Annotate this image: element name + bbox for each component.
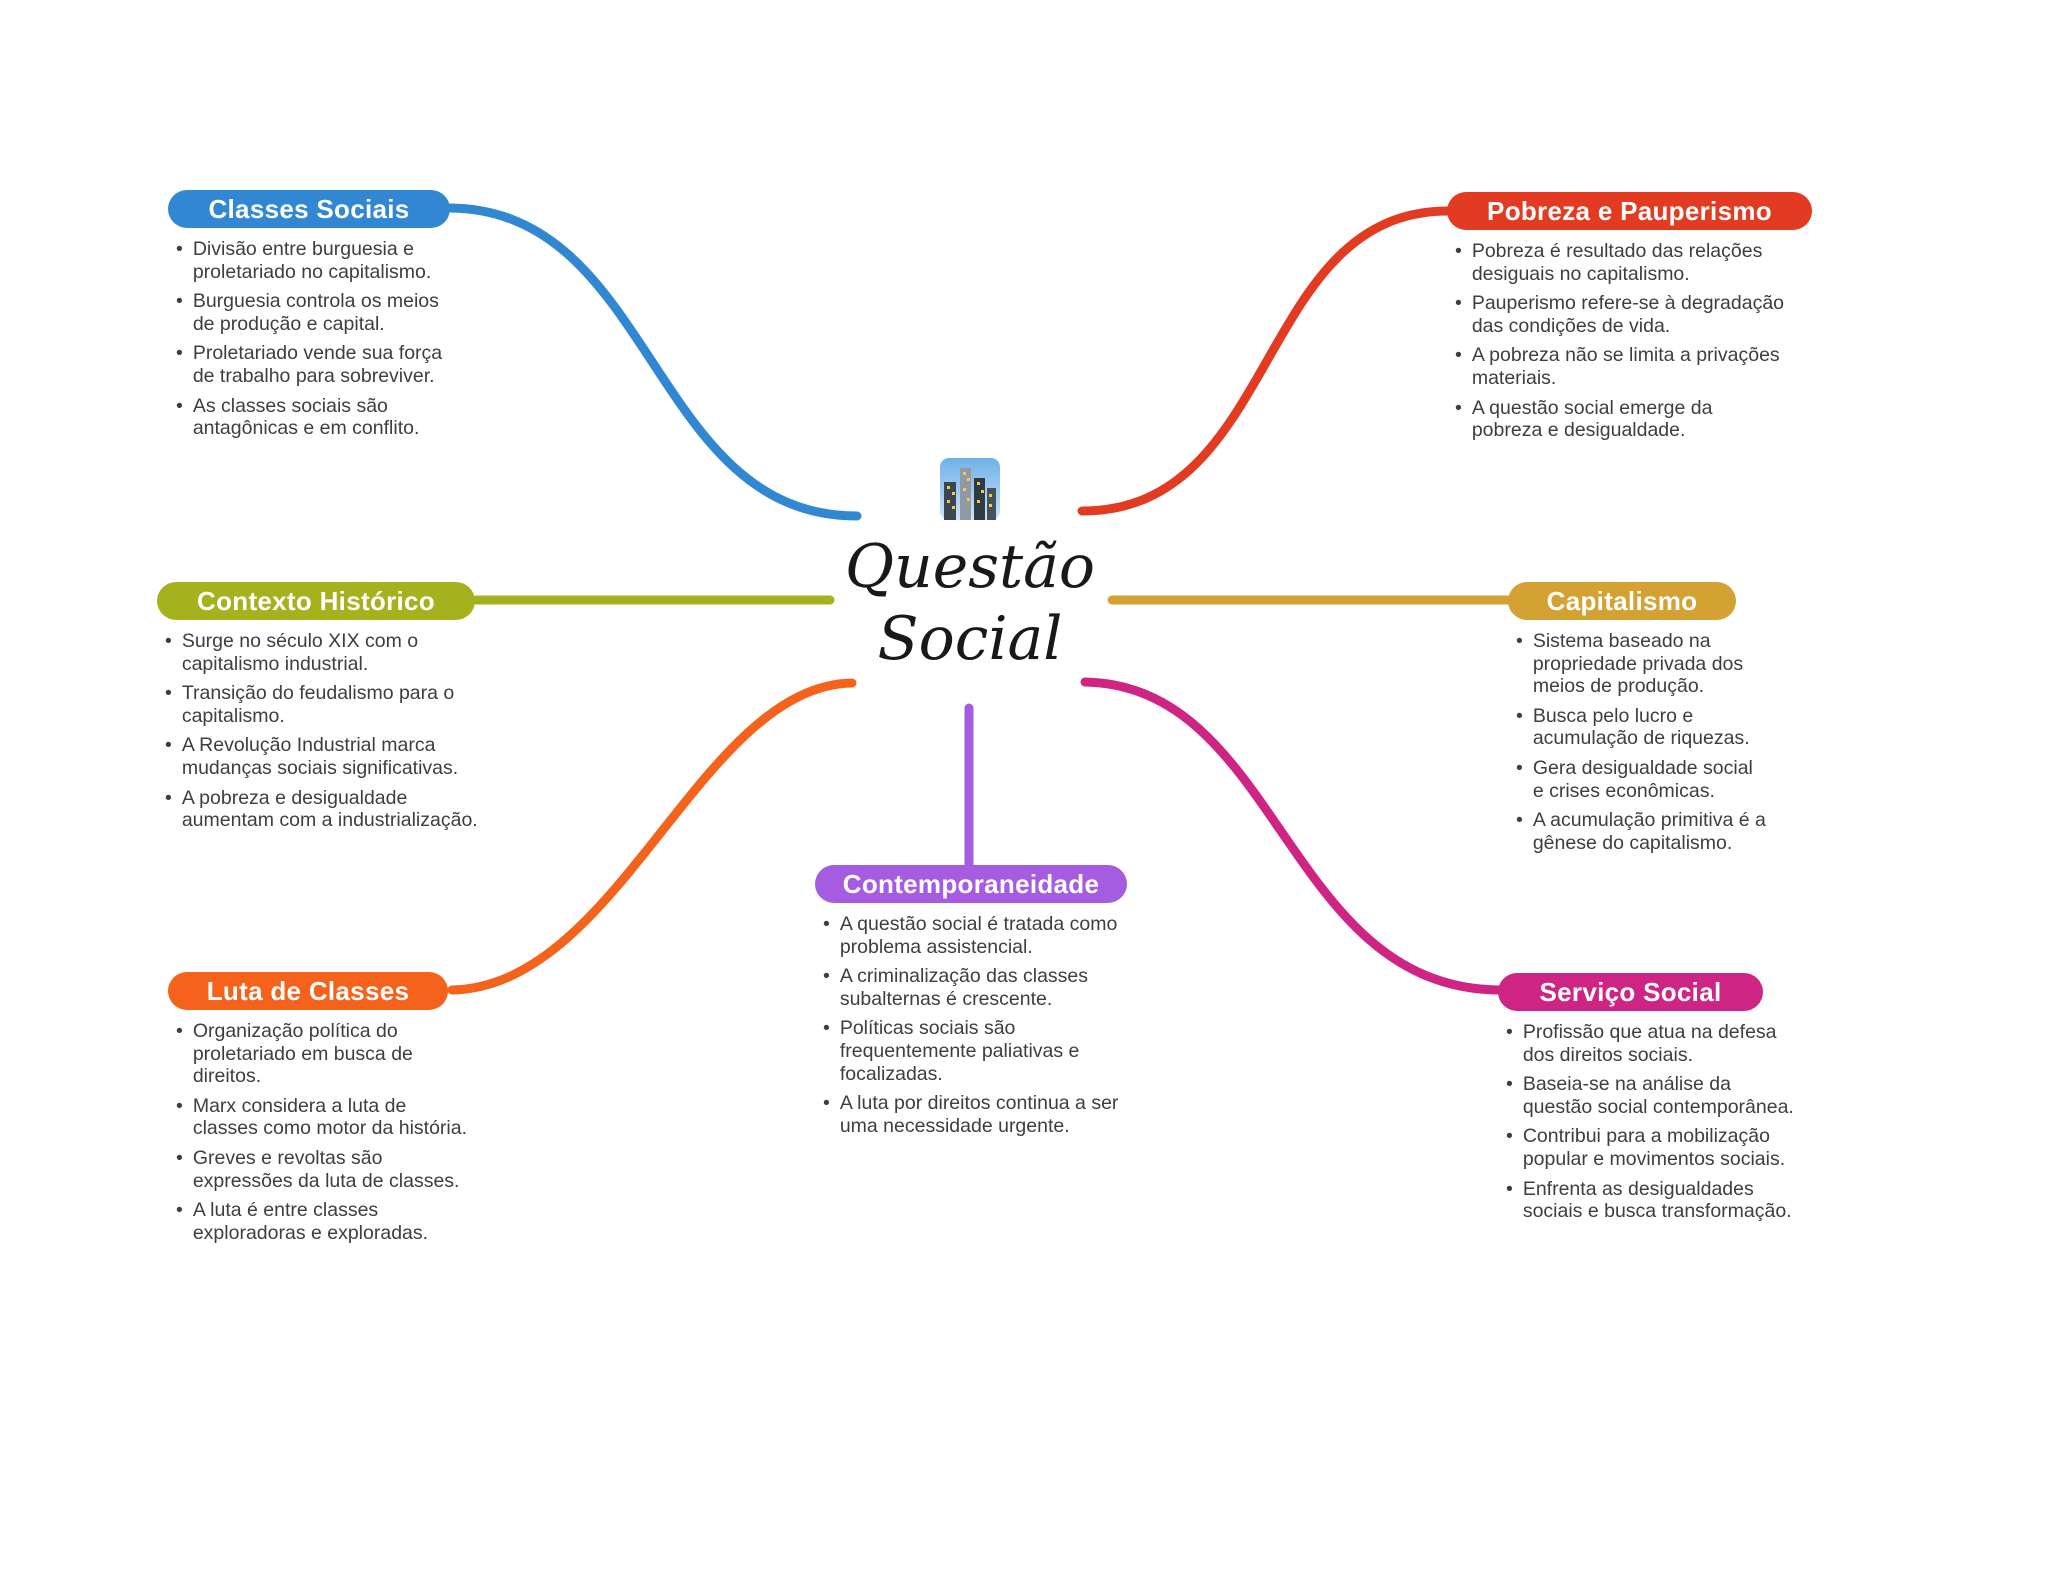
center-title-line1: Questão: [844, 532, 1096, 602]
bullet-dot: •: [176, 238, 183, 260]
center-node[interactable]: [824, 458, 1116, 675]
bullet-item: [823, 1092, 1138, 1137]
branch-pill-capitalismo[interactable]: Capitalismo: [1508, 582, 1736, 620]
bullet-item: [176, 1147, 471, 1192]
branch-bullets: [823, 913, 1138, 1137]
connector-servico-social: [1085, 682, 1499, 990]
bullet-text: Gera desigualdade social e crises econômicas.: [1532, 757, 1753, 802]
connector-pobreza-e-pauperismo: [1082, 211, 1448, 511]
bullet-item: [1506, 1073, 1796, 1118]
bullet-dot: •: [1455, 344, 1462, 367]
bullet-item: [823, 913, 1138, 958]
bullet-text: A luta é entre classes exploradoras e exploradas.: [192, 1199, 429, 1244]
bullet-text: A pobreza e desigualdade aumentam com a industrialização.: [181, 786, 478, 832]
bullet-item: [165, 787, 495, 832]
bullet-item: [1516, 757, 1766, 802]
bullet-item: [176, 1199, 471, 1244]
bullet-dot: •: [1506, 1021, 1513, 1043]
bullet-item: [165, 630, 495, 675]
bullet-text: Proletariado vende sua força de trabalho para sobreviver.: [192, 342, 443, 388]
bullet-item: [1455, 344, 1785, 389]
bullet-item: [1506, 1021, 1796, 1066]
branch-contemporaneidade: [815, 865, 1138, 1144]
bullet-text: Pauperismo refere-se à degradação das condições de vida.: [1471, 292, 1785, 337]
bullet-text: A acumulação primitiva é a gênese do capitalismo.: [1532, 809, 1766, 854]
bullet-dot: •: [1506, 1177, 1513, 1200]
bullet-text: Transição do feudalismo para o capitalismo.: [181, 682, 455, 727]
bullet-text: A pobreza não se limita a privações materiais.: [1471, 344, 1780, 390]
center-title: [824, 531, 1116, 675]
bullet-item: [165, 682, 495, 727]
bullet-text: Sistema baseado na propriedade privada dos meios de produção.: [1532, 630, 1744, 698]
bullet-dot: •: [165, 786, 172, 809]
bullet-dot: •: [1516, 630, 1523, 652]
branch-classes-sociais: [168, 190, 456, 447]
bullet-dot: •: [1506, 1125, 1513, 1148]
bullet-dot: •: [176, 1199, 183, 1222]
bullet-text: Burguesia controla os meios de produção e capital.: [192, 290, 439, 335]
branch-servico-social: [1498, 973, 1796, 1230]
bullet-item: [176, 1095, 471, 1140]
bullet-item: [823, 965, 1138, 1010]
connector-classes-sociais: [450, 208, 857, 516]
bullet-text: As classes sociais são antagônicas e em conflito.: [192, 394, 420, 440]
bullet-text: Profissão que atua na defesa dos direitos sociais.: [1522, 1021, 1777, 1066]
bullet-dot: •: [823, 1092, 830, 1115]
bullet-dot: •: [1516, 757, 1523, 780]
bullet-dot: •: [823, 1017, 830, 1040]
bullet-dot: •: [176, 342, 183, 365]
bullet-item: [1455, 397, 1785, 442]
branch-pobreza-e-pauperismo: [1447, 192, 1812, 449]
bullet-item: [1516, 705, 1766, 750]
bullet-dot: •: [1516, 704, 1523, 727]
branch-bullets: [165, 630, 495, 832]
bullet-dot: •: [823, 913, 830, 935]
bullet-item: [1506, 1178, 1796, 1223]
bullet-item: [176, 1020, 471, 1088]
bullet-item: [176, 395, 456, 440]
cityscape-icon: [940, 458, 1000, 520]
branch-contexto-historico: [157, 582, 495, 839]
branch-pill-luta-de-classes[interactable]: Luta de Classes: [168, 972, 448, 1010]
bullet-dot: •: [176, 1147, 183, 1170]
branch-pill-classes-sociais[interactable]: Classes Sociais: [168, 190, 450, 228]
bullet-dot: •: [176, 1020, 183, 1042]
bullet-text: Marx considera a luta de classes como motor da história.: [192, 1094, 468, 1140]
bullet-dot: •: [823, 965, 830, 988]
bullet-item: [165, 734, 495, 779]
bullet-text: Contribui para a mobilização popular e movimentos sociais.: [1522, 1125, 1786, 1171]
bullet-text: Divisão entre burguesia e proletariado no capitalismo.: [192, 238, 432, 283]
bullet-text: A luta por direitos continua a ser uma necessidade urgente.: [839, 1092, 1119, 1137]
bullet-text: A Revolução Industrial marca mudanças sociais significativas.: [181, 734, 459, 780]
bullet-text: Políticas sociais são frequentemente paliativas e focalizadas.: [839, 1017, 1080, 1085]
bullet-text: Baseia-se na análise da questão social contemporânea.: [1522, 1073, 1794, 1118]
bullet-dot: •: [165, 734, 172, 757]
branch-luta-de-classes: [168, 972, 471, 1251]
branch-pill-contemporaneidade[interactable]: Contemporaneidade: [815, 865, 1127, 903]
bullet-dot: •: [1455, 240, 1462, 262]
bullet-dot: •: [165, 630, 172, 652]
bullet-item: [1455, 240, 1785, 285]
branch-bullets: [176, 238, 456, 440]
bullet-dot: •: [1506, 1073, 1513, 1096]
connector-luta-de-classes: [452, 683, 852, 990]
branch-capitalismo: [1508, 582, 1766, 861]
bullet-text: Pobreza é resultado das relações desiguais no capitalismo.: [1471, 240, 1763, 285]
branch-bullets: [1516, 630, 1766, 854]
bullet-item: [1516, 630, 1766, 698]
bullet-text: A questão social é tratada como problema assistencial.: [839, 913, 1118, 958]
branch-pill-pobreza-e-pauperismo[interactable]: Pobreza e Pauperismo: [1447, 192, 1812, 230]
branch-pill-contexto-historico[interactable]: Contexto Histórico: [157, 582, 475, 620]
bullet-text: Busca pelo lucro e acumulação de riquezas.: [1532, 704, 1750, 750]
bullet-text: Organização política do proletariado em busca de direitos.: [192, 1020, 413, 1088]
bullet-text: Greves e revoltas são expressões da luta de classes.: [192, 1147, 460, 1192]
bullet-dot: •: [176, 290, 183, 313]
bullet-item: [176, 290, 456, 335]
bullet-dot: •: [1516, 809, 1523, 832]
bullet-item: [1516, 809, 1766, 854]
center-title-line2: Social: [877, 604, 1063, 674]
bullet-item: [176, 238, 456, 283]
branch-pill-servico-social[interactable]: Serviço Social: [1498, 973, 1763, 1011]
bullet-item: [823, 1017, 1138, 1085]
bullet-dot: •: [1455, 396, 1462, 419]
bullet-dot: •: [176, 1094, 183, 1117]
bullet-dot: •: [1455, 292, 1462, 315]
branch-bullets: [176, 1020, 471, 1244]
bullet-text: A criminalização das classes subalternas é crescente.: [839, 965, 1089, 1010]
branch-bullets: [1506, 1021, 1796, 1223]
bullet-item: [176, 342, 456, 387]
branch-bullets: [1455, 240, 1785, 442]
bullet-text: Surge no século XIX com o capitalismo industrial.: [181, 630, 419, 675]
bullet-dot: •: [176, 394, 183, 417]
bullet-dot: •: [165, 682, 172, 705]
bullet-item: [1506, 1125, 1796, 1170]
bullet-text: Enfrenta as desigualdades sociais e busca transformação.: [1522, 1177, 1792, 1223]
bullet-text: A questão social emerge da pobreza e desigualdade.: [1471, 396, 1713, 442]
bullet-item: [1455, 292, 1785, 337]
